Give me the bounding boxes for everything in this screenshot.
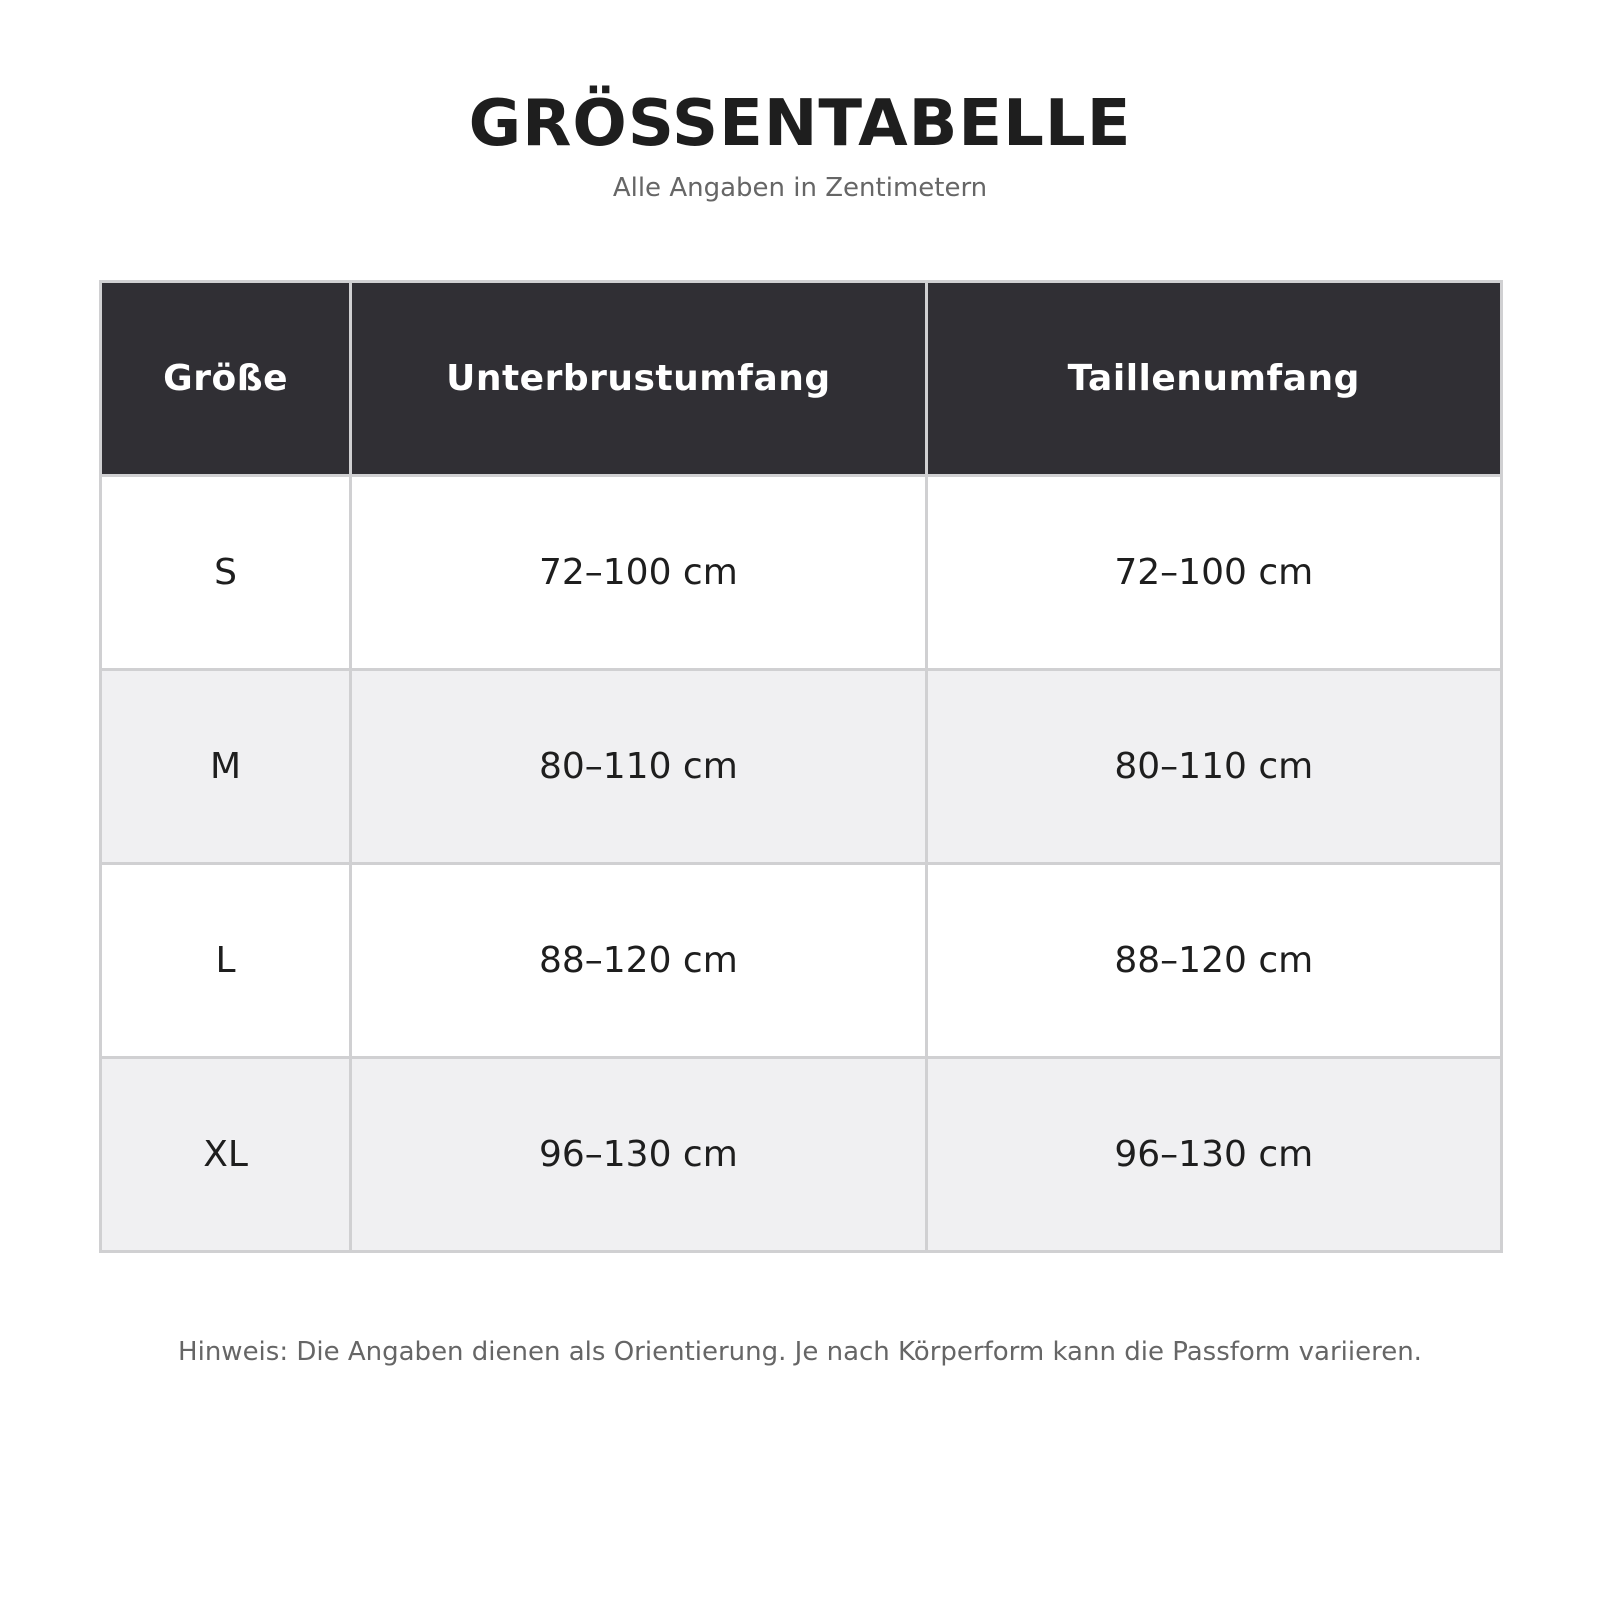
page-title: GRÖSSENTABELLE [468, 87, 1132, 161]
cell-size: L [101, 864, 351, 1058]
table-row [101, 1058, 1502, 1252]
cell-unterbrustumfang: 88–120 cm [351, 864, 926, 1058]
column-header-taillenumfang: Taillenumfang [926, 282, 1501, 476]
table-row [101, 476, 1502, 670]
cell-unterbrustumfang: 96–130 cm [351, 1058, 926, 1252]
cell-taillenumfang: 80–110 cm [926, 670, 1501, 864]
footnote: Hinweis: Die Angaben dienen als Orientierung. Je nach Körperform kann die Passform variieren. [178, 1337, 1422, 1367]
size-chart-table [99, 280, 1503, 1253]
page-subtitle: Alle Angaben in Zentimetern [612, 173, 988, 203]
column-header-unterbrustumfang: Unterbrustumfang [351, 282, 926, 476]
table-body [101, 476, 1502, 1252]
cell-taillenumfang: 72–100 cm [926, 476, 1501, 670]
cell-size: M [101, 670, 351, 864]
cell-taillenumfang: 96–130 cm [926, 1058, 1501, 1252]
table-header [101, 282, 1502, 476]
table-row [101, 864, 1502, 1058]
cell-size: S [101, 476, 351, 670]
table-row [101, 670, 1502, 864]
table-header-row [101, 282, 1502, 476]
column-header-size: Größe [101, 282, 351, 476]
cell-size: XL [101, 1058, 351, 1252]
cell-taillenumfang: 88–120 cm [926, 864, 1501, 1058]
cell-unterbrustumfang: 80–110 cm [351, 670, 926, 864]
cell-unterbrustumfang: 72–100 cm [351, 476, 926, 670]
